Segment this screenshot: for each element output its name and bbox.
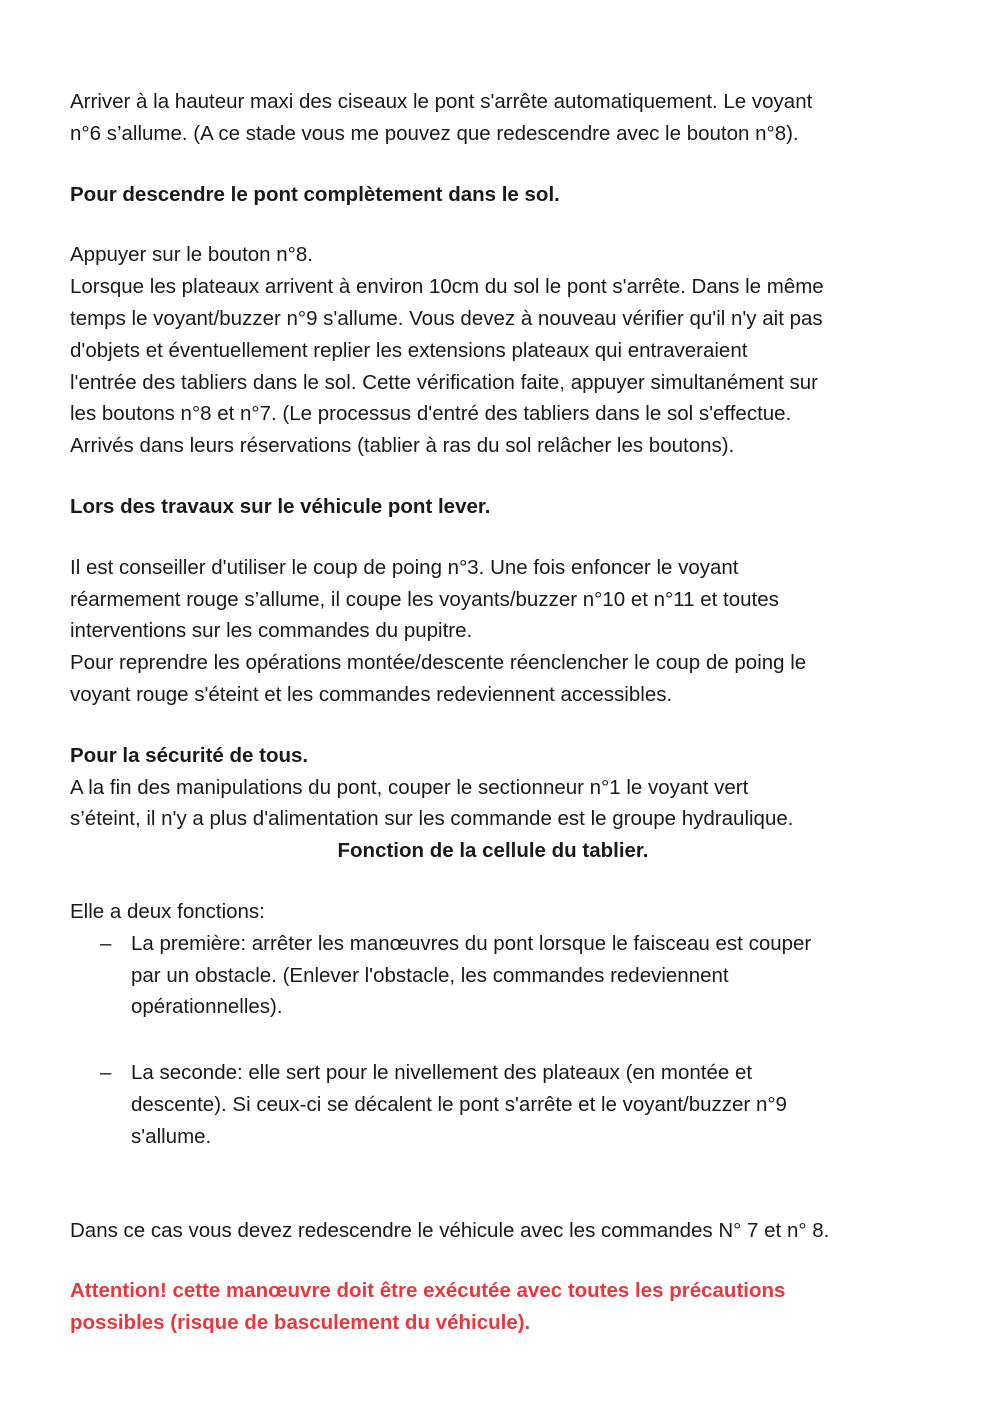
text-line: d'objets et éventuellement replier les extensions plateaux qui entraveraient xyxy=(70,338,748,362)
paragraph-fonctions-intro: Elle a deux fonctions: xyxy=(70,899,265,923)
paragraph-travaux xyxy=(70,552,930,711)
text-line: La seconde: elle sert pour le nivellement des plateaux (en montée et xyxy=(131,1061,753,1085)
paragraph-securite xyxy=(70,772,930,836)
paragraph-descendre xyxy=(70,239,930,462)
text-line: Arriver à la hauteur maxi des ciseaux le pont s'arrête automatiquement. Le voyant xyxy=(70,90,813,113)
heading-securite: Pour la sécurité de tous. xyxy=(70,743,309,767)
heading-travaux: Lors des travaux sur le véhicule pont lever. xyxy=(70,494,491,518)
fonctions-list xyxy=(70,928,930,1153)
heading-cellule: Fonction de la cellule du tablier. xyxy=(337,839,649,863)
paragraph-redescendre: Dans ce cas vous devez redescendre le véhicule avec les commandes N° 7 et n° 8. xyxy=(70,1218,830,1242)
text-line: Pour reprendre les opérations montée/descente réenclencher le coup de poing le xyxy=(70,651,807,675)
text-line: s’éteint, il n'y a plus d'alimentation sur les commande est le groupe hydraulique. xyxy=(70,807,794,831)
text-line: n°6 s’allume. (A ce stade vous me pouvez que redescendre avec le bouton n°8). xyxy=(70,121,799,145)
paragraph-hauteur-maxi xyxy=(70,86,930,150)
heading-descendre: Pour descendre le pont complètement dans le sol. xyxy=(70,182,560,206)
warning-line: possibles (risque de basculement du véhicule). xyxy=(70,1311,531,1335)
text-line: s'allume. xyxy=(131,1124,212,1148)
text-line: voyant rouge s'éteint et les commandes redeviennent accessibles. xyxy=(70,682,673,706)
text-line: A la fin des manipulations du pont, couper le sectionneur n°1 le voyant vert xyxy=(70,775,749,799)
text-line: interventions sur les commandes du pupitre. xyxy=(70,619,473,643)
warning-paragraph xyxy=(70,1275,930,1339)
text-line: La première: arrêter les manœuvres du pont lorsque le faisceau est couper xyxy=(131,931,812,955)
text-line: Il est conseiller d'utiliser le coup de poing n°3. Une fois enfoncer le voyant xyxy=(70,555,739,579)
text-line: l'entrée des tabliers dans le sol. Cette vérification faite, appuyer simultanément sur xyxy=(70,370,818,394)
text-line: les boutons n°8 et n°7. (Le processus d'entré des tabliers dans le sol s'effectue. xyxy=(70,402,792,426)
text-line: par un obstacle. (Enlever l'obstacle, les commandes redeviennent xyxy=(131,963,729,987)
text-line: opérationnelles). xyxy=(131,995,283,1019)
text-line: Appuyer sur le bouton n°8. xyxy=(70,243,313,267)
document-content xyxy=(70,86,930,1339)
text-line: Lorsque les plateaux arrivent à environ 10cm du sol le pont s'arrête. Dans le même xyxy=(70,275,824,299)
dash-bullet: – xyxy=(100,931,112,955)
list-item xyxy=(70,928,930,1023)
text-line: Arrivés dans leurs réservations (tablier à ras du sol relâcher les boutons). xyxy=(70,434,735,458)
text-line: descente). Si ceux-ci se décalent le pont s'arrête et le voyant/buzzer n°9 xyxy=(131,1092,787,1116)
text-line: réarmement rouge s’allume, il coupe les voyants/buzzer n°10 et n°11 et toutes xyxy=(70,587,779,611)
text-line: temps le voyant/buzzer n°9 s'allume. Vous devez à nouveau vérifier qu'il n'y ait pas xyxy=(70,306,823,330)
dash-bullet: – xyxy=(100,1061,112,1085)
warning-line: Attention! cette manœuvre doit être exécutée avec toutes les précautions xyxy=(70,1279,786,1303)
list-item xyxy=(70,1057,930,1152)
